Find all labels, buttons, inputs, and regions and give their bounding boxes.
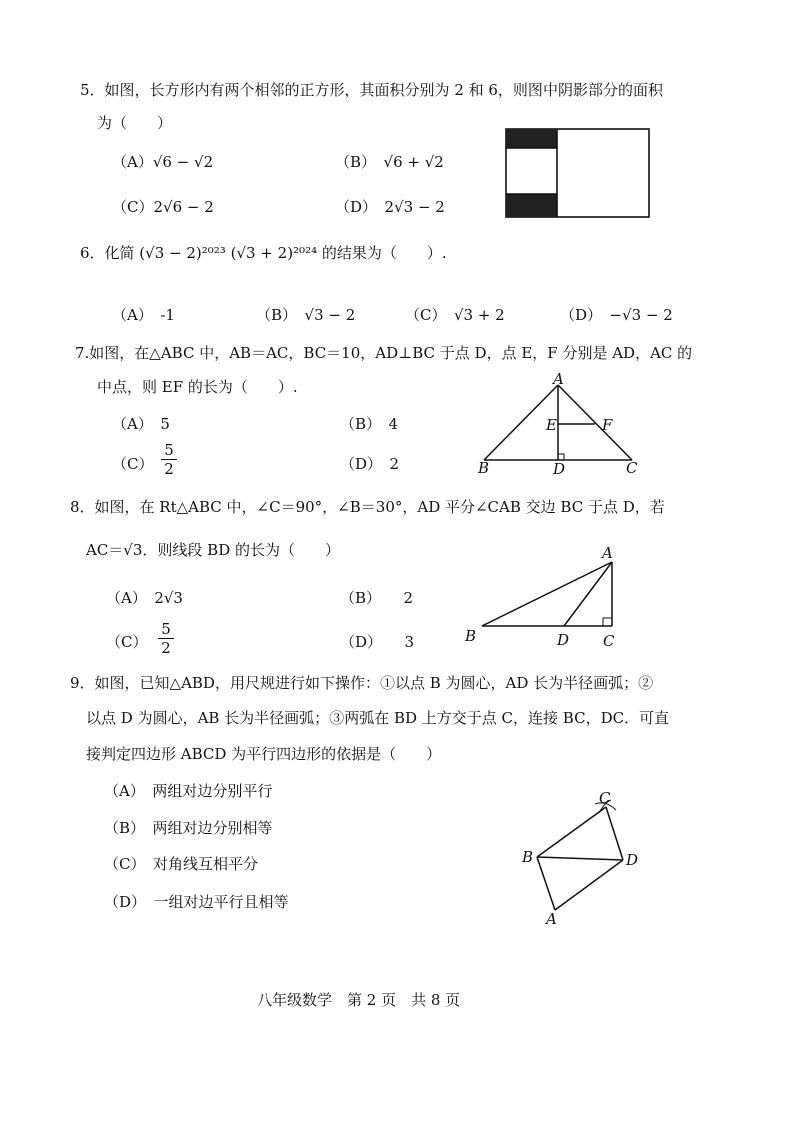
q6-option-c: （C） √3 + 2: [405, 306, 505, 324]
q5-figure: [505, 128, 650, 218]
q8-stem-line2: AC＝√3．则线段 BD 的长为（ ）: [86, 541, 340, 559]
q5-option-d: （D） 2√3 − 2: [335, 198, 445, 216]
q7-label-d: D: [553, 460, 566, 478]
q7-label-f: F: [602, 416, 613, 434]
q8-stem-line1: 8．如图，在 Rt△ABC 中，∠C＝90°，∠B＝30°，AD 平分∠CAB 交边 BC 于点 D，若: [70, 498, 665, 516]
q8-option-a: （A） 2√3: [106, 589, 183, 607]
q7-stem-line1: 7.如图，在△ABC 中，AB＝AC，BC＝10，AD⊥BC 于点 D，点 E，F 分别是 AD，AC 的: [75, 344, 693, 362]
q8-figure: [460, 540, 630, 652]
q7-fraction-denominator: 2: [164, 460, 174, 478]
q5-option-b: （B） √6 + √2: [335, 153, 444, 171]
q8-fraction-numerator: 5: [158, 620, 174, 639]
q7-option-c-fraction: [161, 441, 177, 478]
q5-option-c: （C）2√6 − 2: [112, 198, 214, 216]
q5-stem-line1: 5．如图，长方形内有两个相邻的正方形，其面积分别为 2 和 6，则图中阴影部分的面积: [80, 81, 663, 99]
q5-stem-line2: 为（ ）: [97, 114, 173, 132]
q6-option-d: （D） −√3 − 2: [560, 306, 673, 324]
q8-option-b: （B） 2: [340, 589, 414, 607]
q7-label-c: C: [626, 459, 638, 477]
q9-option-a: （A） 两组对边分别平行: [104, 782, 273, 800]
q5-option-a: （A）√6 − √2: [112, 153, 214, 171]
q9-stem-line1: 9．如图，已知△ABD，用尺规进行如下操作：①以点 B 为圆心，AD 长为半径画弧；②: [70, 674, 654, 692]
q7-stem-line2: 中点，则 EF 的长为（ ）.: [97, 378, 298, 396]
q9-option-b: （B） 两组对边分别相等: [104, 819, 273, 837]
q8-fraction-denominator: 2: [161, 639, 171, 657]
q7-figure: [474, 372, 644, 480]
page-footer: 八年级数学 第 2 页 共 8 页: [257, 991, 461, 1009]
q7-option-c-label: （C）: [112, 455, 154, 473]
q9-label-a: A: [546, 910, 557, 928]
q9-label-c: C: [599, 789, 611, 807]
q5-shaded-top: [506, 129, 557, 148]
q8-option-c-label: （C）: [106, 633, 148, 651]
q9-label-d: D: [626, 851, 639, 869]
q8-option-d: （D） 3: [340, 633, 415, 651]
q7-option-b: （B） 4: [340, 415, 399, 433]
q7-label-a: A: [553, 370, 564, 388]
q8-label-b: B: [465, 627, 477, 645]
q7-label-e: E: [546, 416, 557, 434]
q7-option-a: （A） 5: [112, 415, 170, 433]
q9-stem-line3: 接判定四边形 ABCD 为平行四边形的依据是（ ）: [86, 745, 442, 763]
q8-label-c: C: [603, 632, 615, 650]
q7-fraction-numerator: 5: [161, 441, 177, 460]
q6-option-b: （B） √3 − 2: [256, 306, 356, 324]
q8-label-a: A: [602, 544, 613, 562]
q9-label-b: B: [522, 848, 534, 866]
q6-option-a: （A） -1: [112, 306, 175, 324]
q9-stem-line2: 以点 D 为圆心，AB 长为半径画弧；③两弧在 BD 上方交于点 C，连接 BC，DC．可直: [86, 709, 670, 727]
q7-label-b: B: [478, 459, 490, 477]
q8-option-c-fraction: [158, 620, 174, 657]
q5-shaded-bottom: [506, 194, 557, 217]
q7-option-d: （D） 2: [340, 455, 400, 473]
q9-option-d: （D） 一组对边平行且相等: [104, 893, 289, 911]
q9-figure: [515, 790, 665, 930]
q9-option-c: （C） 对角线互相平分: [104, 855, 258, 873]
q8-label-d: D: [557, 631, 570, 649]
q6-stem: 6．化简 (√3 − 2)²⁰²³ (√3 + 2)²⁰²⁴ 的结果为（ ）.: [80, 244, 447, 262]
